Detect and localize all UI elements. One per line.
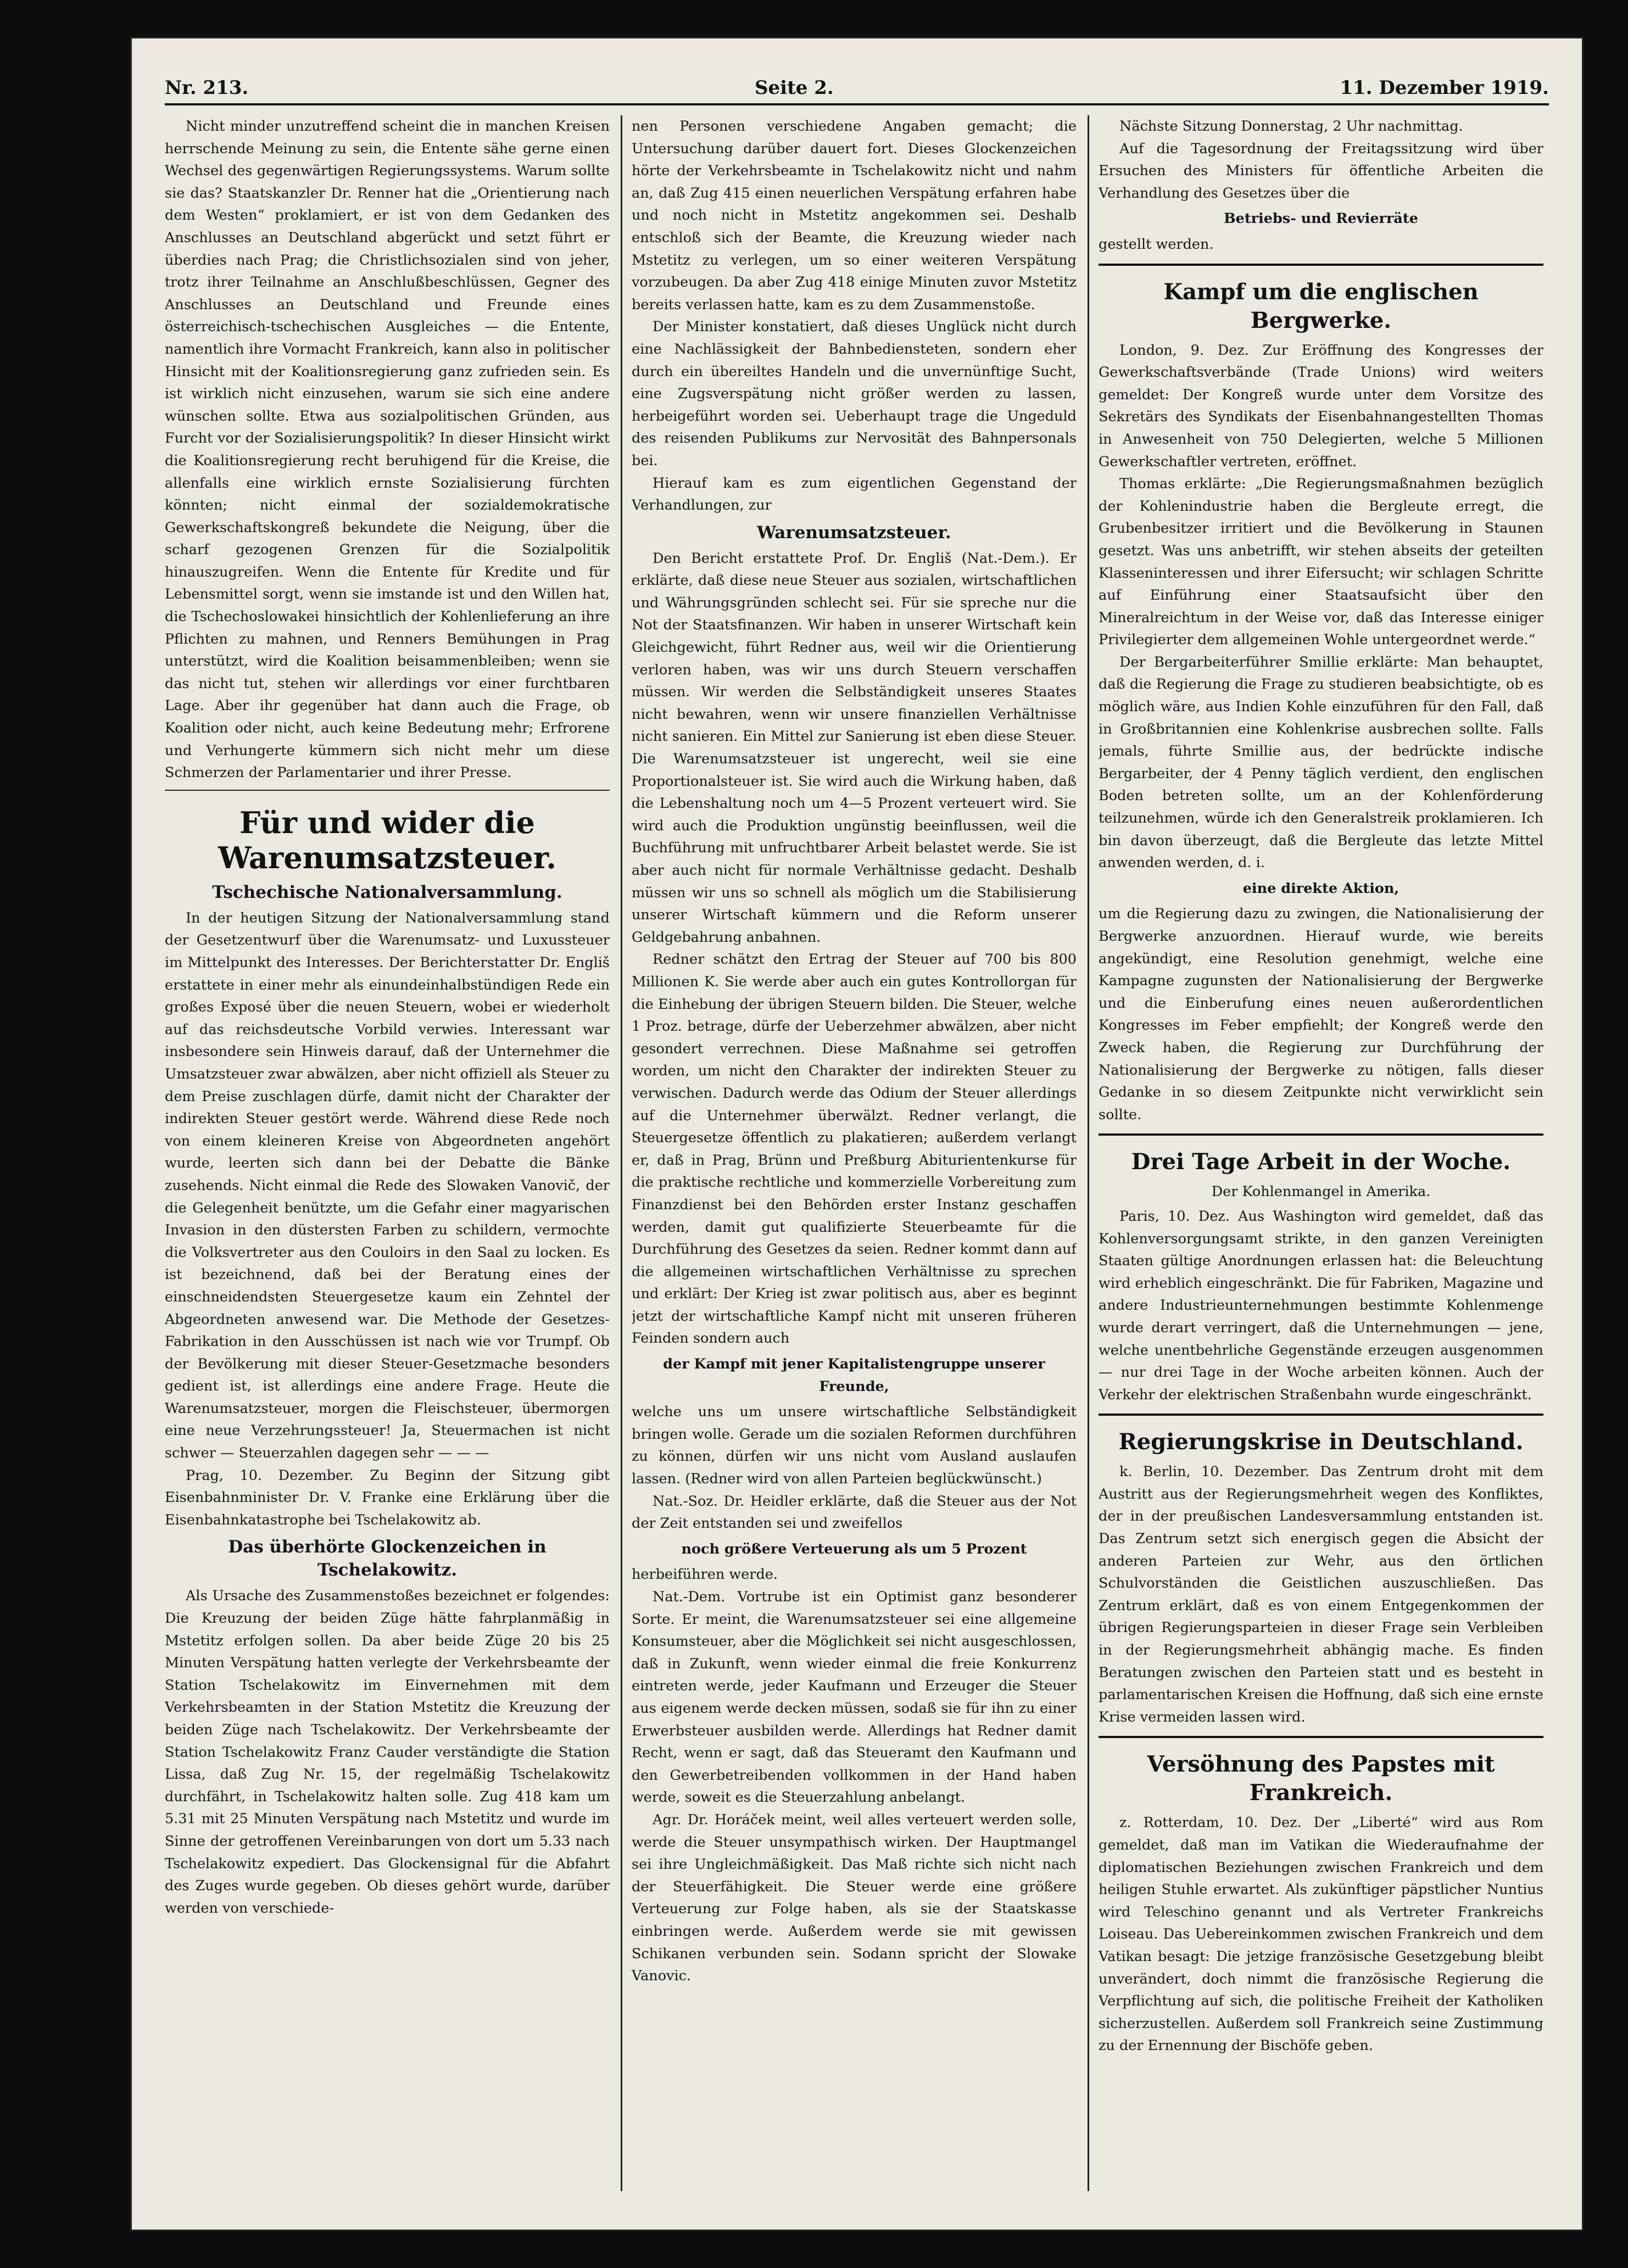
article-body: Nat.-Soz. Dr. Heidler erklärte, daß die Steuer aus der Not der Zeit entstanden sei und zweifellos xyxy=(632,1493,1077,1532)
section-rule xyxy=(165,790,610,791)
headline-papst-frankreich: Versöhnung des Papstes mit Frankreich. xyxy=(1147,1751,1495,1806)
column-3 xyxy=(1099,115,1543,2202)
article-body: gestellt werden. xyxy=(1099,236,1214,253)
article-body: Hierauf kam es zum eigentlichen Gegenstand der Verhandlungen, zur xyxy=(632,474,1077,514)
column-2 xyxy=(632,115,1077,2202)
article-body: Der Bergarbeiterführer Smillie erklärte: Man behauptet, daß die Regierung die Frage zu studieren beabsichtigte, ob es möglich wäre, aus Indien Kohle einzuführen für den Fall, daß in Großbritannien eine Kohlenkrise ausbrechen sollte. Falls jemals, führte Smillie aus, der bedrückte indische Bergarbeiter, der 4 Penny täglich verdient, den englischen Boden betreten sollte, um an der Kohlenförderung teilzunehmen, würde ich den Generalstreik proklamieren. Ich bin davon überzeugt, daß die Bergleute das letzte Mittel anwenden werden, d. i. xyxy=(1099,653,1543,872)
page-header xyxy=(165,60,1549,99)
headline-regierungskrise: Regierungskrise in Deutschland. xyxy=(1118,1429,1524,1455)
header-rule xyxy=(165,103,1549,105)
emphasis-line: Betriebs- und Revierräte xyxy=(1224,210,1418,227)
section-rule xyxy=(1099,264,1543,266)
article-body: z. Rotterdam, 10. Dez. Der „Liberté“ wird aus Rom gemeldet, daß man im Vatikan die Wiederaufnahme der diplomatischen Beziehungen zwischen Frankreich und dem heiligen Stuhle erwartet. Als zukünftiger päpstlicher Nuntius wird Teleschino genannt und als Vertreter Frankreichs Loiseau. Das Uebereinkommen zwischen Frankreich und dem Vatikan besagt: Die jetzige französische Gesetzgebung bleibt unverändert, doch nimmt die französische Regierung die Verpflichtung auf sich, die politische Freiheit der Katholiken sicherzustellen. Außerdem soll Frankreich seine Zustimmung zu der Ernennung der Bischöfe geben. xyxy=(1099,1814,1543,2054)
article-body: herbeiführen werde. xyxy=(632,1566,778,1583)
column-divider xyxy=(1088,115,1089,2191)
article-body: um die Regierung dazu zu zwingen, die Nationalisierung der Bergwerke anzuordnen. Hierauf wurde, wie bereits angekündigt, eine Resolution genehmigt, welche eine Kampagne zugunsten der Nationalisierung der Bergwerke und die Einberufung eines neuen außerordentlichen Kongresses im Feber empfiehlt; der Kongreß werde den Zweck haben, die Regierung zur Durchführung der Nationalisierung der Bergwerke zu nötigen, falls dieser Gedanke in so diesem Zeitpunkte nicht verwirklicht sein sollte. xyxy=(1099,906,1543,1123)
headline-warenumsatzsteuer: Für und wider die Warenumsatzsteuer. xyxy=(218,805,557,875)
prag-note: Prag, 10. Dezember. Zu Beginn der Sitzung gibt Eisenbahnminister Dr. V. Franke eine Erklärung über die Eisenbahnkatastrophe bei Tschelakowitz ab. xyxy=(165,1467,610,1528)
subheadline-glockenzeichen: Das überhörte Glockenzeichen in Tschelakowitz. xyxy=(228,1537,547,1580)
section-rule xyxy=(1099,1133,1543,1136)
section-rule xyxy=(1099,1414,1543,1416)
article-body: Den Bericht erstattete Prof. Dr. Engliš (Nat.-Dem.). Er erklärte, daß diese neue Steuer aus sozialen, wirtschaftlichen und Währungsgründen schlecht sei. Für sie spreche nur die Not der Staatsfinanzen. Wir haben in unserer Wirtschaft kein Gleichgewicht, führt Redner aus, weil wir die Orientierung verloren haben, was wir uns durch Steuern verschaffen müssen. Wir werden die Selbständigkeit unseres Staates nicht bewahren, wenn wir unsere finanziellen Verhältnisse nicht sanieren. Ein Mittel zur Sanierung ist eben diese Steuer. Die Warenumsatzsteuer ist ungerecht, weil sie eine Proportionalsteuer ist. Sie wird auch die Wirkung haben, daß die Lebenshaltung noch um 4—5 Prozent verteuert wird. Sie wird auch die Produktion ungünstig beeinflussen, weil die Buchführung mit unfruchtbarer Arbeit belastet werde. Sie ist aber auch nicht für normale Verhältnisse gedacht. Deshalb müssen wir uns so schnell als möglich um die Stabilisierung unserer Wirtschaft kümmern und die Reform unserer Geldgebahrung anbahnen. xyxy=(632,550,1077,946)
article-body: Nächste Sitzung Donnerstag, 2 Uhr nachmittag. xyxy=(1119,118,1463,135)
article-body: Redner schätzt den Ertrag der Steuer auf 700 bis 800 Millionen K. Sie werde aber auch ein gutes Kontrollorgan für die Einhebung der übrigen Steuern bilden. Die Steuer, welche 1 Proz. betrage, dürfe der Ueberzehmer abwälzen, aber nicht gesondert verrechnen. Diese Maßnahme sei getroffen worden, um nicht den Charakter der indirekten Steuer zu verwischen. Dadurch werde das Odium der Steuer allerdings auf die Unternehmer überwälzt. Redner verlangt, die Steuergesetze öffentlich zu plakatieren; außerdem verlangt er, daß in Prag, Brünn und Preßburg Abiturientenkurse für die praktische rechtliche und kommerzielle Vorbereitung zum Finanzdienst bei den Behörden erster Instanz geschaffen werden, damit gut qualifizierte Steuerbeamte für die Durchführung des Gesetzes da seien. Redner kommt dann auf die allgemeinen wirtschaftlichen Verhältnisse zu sprechen und erklärt: Der Krieg ist zwar politisch aus, aber es beginnt jetzt der wirtschaftliche Kampf nicht mit unseren früheren Feinden sondern auch xyxy=(632,951,1077,1347)
newspaper-page xyxy=(132,38,1582,2230)
subheadline-nationalversammlung: Tschechische Nationalversammlung. xyxy=(212,882,562,902)
article-body: welche uns um unsere wirtschaftliche Selbständigkeit bringen wolle. Gerade um die sozialen Reformen durchführen zu können, dürfen wir uns nicht vom Ausland auslaufen lassen. (Redner wird von allen Parteien beglückwünscht.) xyxy=(632,1404,1077,1488)
emphasis-line: eine direkte Aktion, xyxy=(1242,880,1400,897)
issue-date: 11. Dezember 1919. xyxy=(1340,77,1549,99)
emphasis-line: noch größere Verteuerung als um 5 Prozent xyxy=(681,1540,1027,1557)
article-body: Agr. Dr. Horáček meint, weil alles verteuert werden solle, werde die Steuer unsympathisch wirken. Der Hauptmangel sei ihre Ungleichmäßigkeit. Das Maß richte sich nicht nach der Steuerfähigkeit. Die Steuer werde eine größere Verteuerung zur Folge haben, als sie der Staatskasse einbringen werde. Außerdem werde sie mit gewissen Schikanen verbunden sein. Sodann spricht der Slowake Vanovic. xyxy=(632,1811,1077,1985)
subheadline-kohlenmangel: Der Kohlenmangel in Amerika. xyxy=(1211,1183,1431,1200)
subheadline-warenumsatzsteuer: Warenumsatzsteuer. xyxy=(757,522,951,543)
article-body: Der Minister konstatiert, daß dieses Unglück nicht durch eine Nachlässigkeit der Bahnbediensteten, sondern eher durch ein übereiltes Handeln und die unvernünftige Sucht, eine Zugsverspätung nicht größer werden zu lassen, herbeigeführt worden sei. Ueberhaupt trage die Ungeduld des reisenden Publikums zur Nervosität des Bahnpersonals bei. xyxy=(632,319,1077,469)
headline-bergwerke: Kampf um die englischen Bergwerke. xyxy=(1163,278,1479,333)
article-body: Als Ursache des Zusammenstoßes bezeichnet er folgendes: Die Kreuzung der beiden Züge hätte fahrplanmäßig in Mstetitz erfolgen sollen. Da aber beide Züge 20 bis 25 Minuten Verspätung hatten verlegte der Verkehrsbeamte der Station Tschelakowitz im Einvernehmen mit dem Verkehrsbeamten in der Station Mstetitz die Kreuzung der beiden Züge nach Tschelakowitz. Der Verkehrsbeamte der Station Tschelakowitz Franz Cauder verständigte die Station Lissa, daß Zug Nr. 15, der regelmäßig Tschelakowitz durchfährt, in Tschelakowitz halten solle. Zug 418 kam um 5.31 mit 25 Minuten Verspätung nach Mstetitz und wurde im Sinne der getroffenen Vereinbarungen von dort um 5.33 nach Tschelakowitz expediert. Das Glockensignal für die Abfahrt des Zuges wurde gegeben. Ob dieses gehört wurde, darüber werden von verschiede- xyxy=(165,1588,610,1917)
article-body: London, 9. Dez. Zur Eröffnung des Kongresses der Gewerkschaftsverbände (Trade Unions) wird weiters gemeldet: Der Kongreß wurde unter dem Vorsitze des Sekretärs des Syndikats der Eisenbahnangestellten Thomas in Anwesenheit von 750 Delegierten, welche 5 Millionen Gewerkschaftler vertreten, eröffnet. xyxy=(1099,342,1543,470)
article-body: Auf die Tagesordnung der Freitagssitzung wird über Ersuchen des Ministers für öffentliche Arbeiten die Verhandlung des Gesetzes über die xyxy=(1099,140,1543,202)
headline-drei-tage: Drei Tage Arbeit in der Woche. xyxy=(1131,1149,1511,1175)
article-body: k. Berlin, 10. Dezember. Das Zentrum droht mit dem Austritt aus der Regierungsmehrheit wegen des Konfliktes, der in der preußischen Landesversammlung entstanden ist. Das Zentrum setzt sich energisch gegen die Absicht der anderen Parteien zur Wehr, aus den örtlichen Schulvorständen die Geistlichen auszuschließen. Das Zentrum erklärt, daß es von einem Entgegenkommen der übrigen Regierungsparteien in dieser Frage sein Verbleiben in der Regierungsmehrheit abhängig mache. Es finden Beratungen zwischen den Parteien statt und es besteht in parlamentarischen Kreisen die Hoffnung, daß sich eine ernste Krise vermeiden lassen wird. xyxy=(1099,1463,1543,1725)
section-rule xyxy=(1099,1736,1543,1738)
article-continuation: Nicht minder unzutreffend scheint die in manchen Kreisen herrschende Meinung zu sein, die Entente sähe gerne einen Wechsel des gegenwärtigen Regierungssystems. Warum sollte sie das? Staatskanzler Dr. Renner hat die „Orientierung nach dem Westen“ proklamiert, er ist von dem Gedanken des Anschlusses an Deutschland abgerückt und setzt führt er überdies nach Prag; die Christlichsozialen sind von jeher, trotz ihrer Teilnahme an Anschlußbeschlüssen, Gegner des Anschlusses an Deutschland und Freunde eines österreichisch-tschechischen Ausgleiches — die Entente, namentlich ihre Vormacht Frankreich, kann also in politischer Hinsicht mit der Koalitionsregierung ganz zufrieden sein. Es ist wirklich nicht einzusehen, warum sie sich eine andere wünschen sollte. Etwa aus sozialpolitischen Gründen, aus Furcht vor der Sozialisierungspolitik? In dieser Hinsicht wirkt die Koalitionsregierung recht beruhigend für die Kreise, die allenfalls eine wirklich ernste Sozialisierung fürchten könnten; nicht einmal der sozialdemokratische Gewerkschaftskongreß bekundete die Neigung, über die scharf gezogenen Grenzen für die Sozialpolitik hinauszugreifen. Wenn die Entente für Kredite und für Lebensmittel sorgt, wenn sie imstande ist und den Willen hat, die Tschechoslowakei hinsichtlich der Kohlenlieferung an ihre Pflichten zu mahnen, und Renners Bemühungen in Prag unterstützt, wird die Koalition beisammenbleiben; wenn sie das nicht tut, stehen wir allerdings vor einer furchtbaren Lage. Aber ihr gegenüber hat dann auch die Frage, ob Koalition oder nicht, auch keine Bedeutung mehr; Erfrorene und Verhungerte kümmern sich nicht mehr um diese Schmerzen der Parlamentarier und ihrer Presse. xyxy=(165,118,610,781)
article-body: In der heutigen Sitzung der Nationalversammlung stand der Gesetzentwurf über die Warenumsatz- und Luxussteuer im Mittelpunkt des Interesses. Der Berichterstatter Dr. Engliš erstattete in einer mehr als einundeinhalbstündigen Rede ein großes Exposé über die neuen Steuern, wobei er wiederholt auf das reichsdeutsche Vorbild verwies. Interessant war insbesondere sein Hinweis darauf, daß der Unternehmer die Umsatzsteuer zwar abwälzen, aber nicht offiziell als Steuer zu dem Preise zuschlagen dürfe, damit nicht der Charakter der indirekten Steuer gestört werde. Während diese Rede noch von einem kleineren Kreise von Abgeordneten angehört wurde, leerten sich dann bei der Debatte die Bänke zusehends. Nicht einmal die Rede des Slowaken Vanovič, der die Gelegenheit benützte, um die Gefahr einer magyarischen Invasion in den düstersten Farben zu schildern, vermochte die Volksvertreter aus den Couloirs in den Saal zu locken. Es ist bezeichnend, daß bei der Beratung eines der einschneidendsten Steuergesetze kaum ein Zehntel der Abgeordneten anwesend war. Die Methode der Gesetzes-Fabrikation in den Ausschüssen ist nach wie vor Trumpf. Ob der Bevölkerung mit dieser Steuer-Gesetzmache besonders gedient ist, ist allerdings eine andere Frage. Heute die Warenumsatzsteuer, morgen die Fleischsteuer, übermorgen eine neue Verzehrungssteuer! Ja, Steuermachen ist nicht schwer — Steuerzahlen dagegen sehr — — — xyxy=(165,909,610,1462)
emphasis-line: der Kampf mit jener Kapitalistengruppe unserer Freunde, xyxy=(663,1356,1045,1395)
article-body: Nat.-Dem. Vortrube ist ein Optimist ganz besonderer Sorte. Er meint, die Warenumsatzsteuer sei eine allgemeine Konsumsteuer, aber die Möglichkeit sei nicht ausgeschlossen, daß in Zukunft, wenn wieder einmal die freie Konkurrenz eintreten werde, jeder Kaufmann und Erzeuger die Steuer aus eigenem werde decken müssen, sodaß sie für ihn zu einer Erwerbsteuer ausbilden werde. Allerdings hat Redner damit Recht, wenn er sagt, daß das Steueramt den Kaufmann und den Gewerbetreibenden vollkommen in der Hand haben werde, soweit es die Steuerzahlung anbelangt. xyxy=(632,1589,1077,1806)
column-1 xyxy=(165,115,610,2202)
issue-number: Nr. 213. xyxy=(165,77,249,99)
column-divider xyxy=(621,115,622,2191)
article-body: Paris, 10. Dez. Aus Washington wird gemeldet, daß das Kohlenversorgungsamt strikte, in den ganzen Vereinigten Staaten gültige Anordnungen erlassen hat: die Beleuchtung wird erheblich eingeschränkt. Die für Fabriken, Magazine und andere Industrieunternehmungen bestimmte Kohlenmenge wurde derart verringert, daß die Unternehmungen — jene, welche unentbehrliche Gegenstände erzeugen ausgenommen — nur drei Tage in der Woche arbeiten können. Auch der Verkehr der elektrischen Straßenbahn wurde eingeschränkt. xyxy=(1099,1208,1543,1403)
page-number: Seite 2. xyxy=(754,77,834,99)
article-continuation: nen Personen verschiedene Angaben gemacht; die Untersuchung darüber dauert fort. Dieses Glockenzeichen hörte der Verkehrsbeamte in Tschelakowitz nicht und nahm an, daß Zug 415 einen neuerlichen Verspätung erfahren habe und noch nicht in Mstetitz angekommen sei. Deshalb entschloß sich der Beamte, die Kreuzung wieder nach Mstetitz zu verlegen, um so einer weiteren Verspätung vorzubeugen. Da aber Zug 418 einige Minuten zuvor Mstetitz bereits verlassen hatte, kam es zu dem Zusammenstoße. xyxy=(632,118,1077,313)
article-body: Thomas erklärte: „Die Regierungsmaßnahmen bezüglich der Kohlenindustrie haben die Bergleute erregt, die Grubenbesitzer irritiert und die Bevölkerung in Staunen gesetzt. Was uns anbetrifft, wir stehen abseits der geteilten Klasseninteressen und ihrer Eifersucht; wir schlagen Schritte auf Einführung einer Staatsaufsicht über den Mineralreichtum in der Weise vor, daß das Interesse einiger Privilegierter dem allgemeinen Wohle untergeordnet werde.“ xyxy=(1099,476,1543,649)
